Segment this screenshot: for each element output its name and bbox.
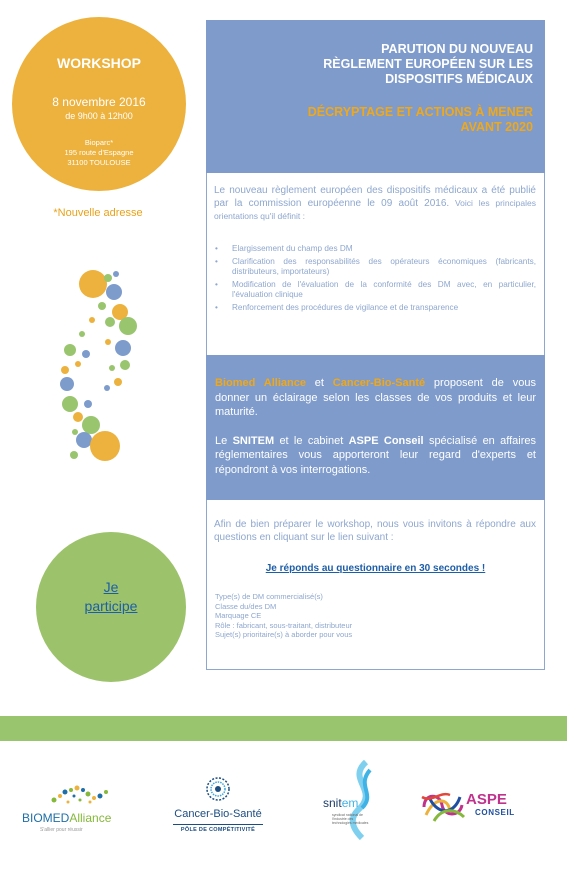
cbs-pole-text: PÔLE DE COMPÉTITIVITÉ [180,827,256,833]
list-item: • Elargissement du champ des DM [214,244,536,254]
cancer-bio-sante-logo [163,775,273,837]
alliance-logo-text: Alliance [69,811,112,825]
cbs-logo-text: Cancer-Bio-Santé [174,808,262,820]
header-subtitle [218,105,533,135]
questionnaire-intro: Afin de bien préparer le workshop, nous vous invitons à répondre aux questions en cliquant sur le lien suivant : [214,519,536,543]
header-box [206,20,545,173]
header-title-line: PARUTION DU NOUVEAU [381,42,533,56]
snitem-tagline: syndicat national de l'industrie des technologies médicales [332,813,369,825]
list-item: Sujet(s) prioritaire(s) à aborder pour vous [215,630,353,639]
workshop-address [12,138,186,168]
green-divider-band [0,716,567,741]
list-item: Classe du/des DM [215,601,277,611]
list-item: Type(s) de DM commercialisé(s) [215,592,323,601]
partners-box [206,355,545,500]
workshop-title: WORKSHOP [57,55,141,71]
biomed-tagline: S'allier pour réussir [40,827,83,833]
text-fragment: et [305,377,333,389]
intro-paragraph [214,184,536,223]
cbs-sun-icon [206,777,230,801]
org-cancer-bio-sante: Cancer-Bio-Santé [332,377,426,389]
header-title [218,42,533,87]
text-fragment: et le cabinet [274,434,349,447]
snitem-logo-text-em: em [341,796,359,810]
partners-paragraph-1 [215,376,536,420]
participate-link[interactable] [36,578,186,616]
snitem-logo-text: snit [323,796,342,810]
aspe-knot-icon [420,787,468,827]
text-fragment: proposent de vous donner un éclairage selon les classes de vos produits et leur maturité. [215,377,536,418]
org-biomed-alliance: Biomed Alliance [215,377,306,389]
list-item: Rôle : fabricant, sous-traitant, distributeur [215,620,353,630]
list-item: • Modification de l'évaluation de la conformité des DM avec, en particulier, l'évaluation clinique [214,280,536,300]
orientations-list [214,244,536,316]
new-address-note: *Nouvelle adresse [53,207,143,219]
aspe-logo-text: ASPE [466,791,507,808]
workshop-date: 8 novembre 2016 [52,95,146,109]
participate-circle [36,532,186,682]
participate-link-line2: participe [84,598,138,614]
decorative-bubbles-graphic [50,262,150,467]
questionnaire-link[interactable]: Je réponds au questionnaire en 30 secondes ! [265,563,486,574]
workshop-circle [12,17,186,191]
cbs-divider [173,824,263,825]
biomed-dots-icon [50,782,112,808]
org-aspe-conseil: ASPE Conseil [348,434,424,447]
aspe-conseil-logo [420,787,530,832]
participate-link-line1: Je [103,579,119,595]
intro-text-small: Voici les principales orientations qu'il définit : [214,198,537,221]
address-line: 195 route d'Espagne [64,148,134,157]
header-subtitle-line: AVANT 2020 [460,120,533,134]
partners-paragraph-2 [215,434,536,478]
list-item: Marquage CE [215,611,262,620]
aspe-conseil-text: CONSEIL [475,808,515,817]
text-fragment: Le [215,434,233,447]
list-item: • Renforcement des procédures de vigilance et de transparence [214,303,536,313]
header-title-line: RÈGLEMENT EUROPÉEN SUR LES [323,57,533,71]
org-snitem: SNITEM [232,434,275,447]
intro-text: Le nouveau règlement européen des dispositifs médicaux a été publié par la commission européenne le 09 août 2016. [214,185,536,209]
header-title-line: DISPOSITIFS MÉDICAUX [385,72,533,86]
list-item: • Clarification des responsabilités des opérateurs économiques (fabricants, distributeurs, importateurs) [214,257,536,277]
text-fragment: spécialisé en affaires réglementaires vous apporteront leur regard d'experts et répondront à vos interrogations. [215,434,536,476]
biomed-alliance-logo [22,780,142,840]
header-subtitle-line: DÉCRYPTAGE ET ACTIONS À MENER [307,105,533,119]
biomed-logo-text: BIOMED [22,811,70,825]
questionnaire-fields [215,592,535,640]
address-line: Bioparc* [84,138,114,147]
address-line: 31100 TOULOUSE [67,158,131,167]
workshop-time: de 9h00 à 12h00 [65,111,133,121]
snitem-logo [318,760,388,840]
